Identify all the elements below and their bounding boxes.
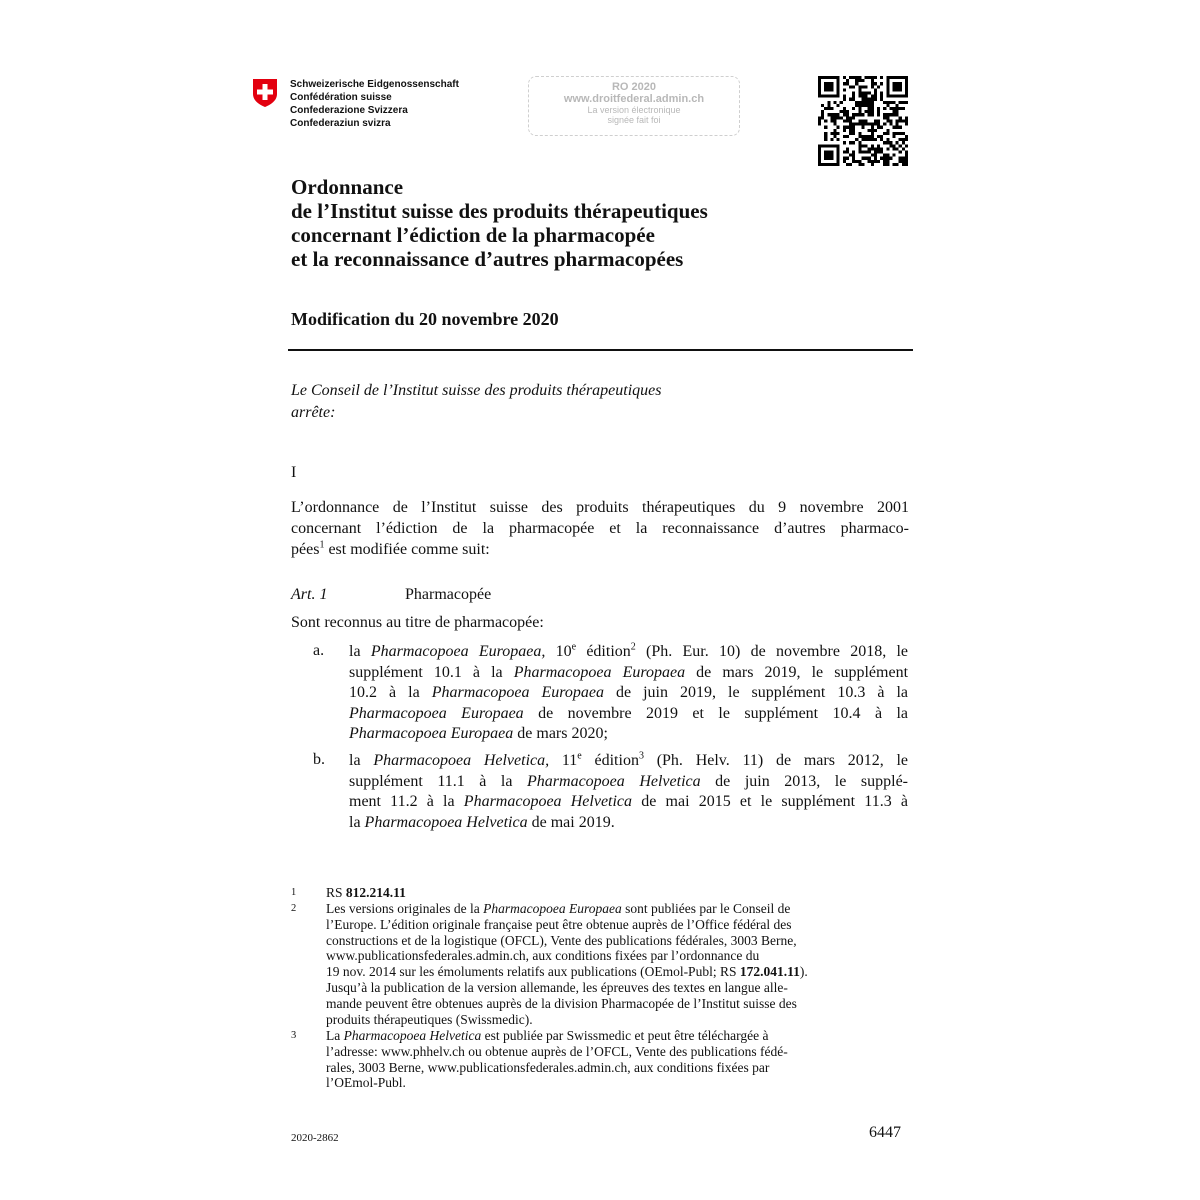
text: sont publiées par le Conseil de [621, 901, 791, 916]
italic-title: Pharmacopoea Europaea, [370, 643, 546, 660]
footnote-line [326, 901, 888, 917]
footnote-ref-1: 1 [319, 539, 325, 551]
preamble-line-1: Le Conseil de l’Institut suisse des produits thérapeutiques [291, 382, 662, 399]
footnote-number: 3 [291, 1030, 297, 1041]
footnote-ref-2: 2 [630, 641, 636, 653]
intro-line: concernant l’édiction de la pharmacopée et la reconnaissance d’autres pharmaco- [291, 520, 909, 537]
footnote-number: 1 [291, 887, 297, 898]
text: supplément 10.1 à la [349, 663, 514, 681]
italic-title: Pharmacopoea Helvetica [527, 772, 701, 790]
list-item [349, 642, 908, 745]
footnote-ref-3: 3 [638, 750, 644, 762]
federation-line-rm: Confederaziun svizra [290, 118, 391, 129]
intro-text: est modifiée comme suit: [324, 541, 490, 558]
italic-title: Pharmacopoea Europaea [349, 704, 524, 722]
text: de novembre 2019 et le supplément 10.4 à la [523, 704, 908, 722]
item-line [349, 792, 908, 813]
text: (Ph. Helv. 11) de mars 2012, le [643, 752, 909, 769]
text: de mai 2019. [527, 813, 615, 831]
text: 10.2 à la [349, 684, 432, 701]
text: la [349, 643, 371, 660]
title-line: concernant l’édiction de la pharmacopée [291, 223, 655, 247]
item-line [349, 751, 908, 772]
italic-title: Pharmacopoea Helvetica, [373, 752, 550, 769]
item-line [349, 724, 908, 745]
text: édition [576, 643, 631, 660]
article-number: Art. 1 [291, 586, 328, 603]
text: La [326, 1028, 344, 1043]
item-line [349, 642, 908, 663]
stamp-line-3: La version électronique [587, 105, 681, 115]
footnote-line: mande peuvent être obtenues auprès de la division Pharmacopée de l’Institut suisse des [326, 995, 797, 1011]
article-title: Pharmacopée [405, 586, 492, 603]
footnote-line [326, 885, 888, 901]
federation-line-it: Confederazione Svizzera [290, 105, 408, 116]
footnote-line [326, 964, 888, 980]
footnote-1 [326, 885, 888, 901]
stamp-line-2: www.droitfederal.admin.ch [563, 93, 705, 105]
footnote-line: l’adresse: www.phhelv.ch ou obtenue auprès de l’OFCL, Vente des publications fédé- [326, 1043, 788, 1059]
italic-title: Pharmacopoea Helvetica [364, 813, 528, 831]
text: de juin 2019, le supplément 10.3 à la [603, 684, 909, 701]
text: Les versions originales de la [326, 901, 484, 916]
item-line [349, 704, 908, 725]
footnote-line: www.publicationsfederales.admin.ch, aux conditions fixées par l’ordonnance du [326, 948, 760, 964]
text: est publiée par Swissmedic et peut être téléchargée à [481, 1028, 769, 1043]
text: de mai 2015 et le supplément 11.3 à [632, 793, 908, 810]
stamp-line-4: signée fait foi [607, 115, 661, 125]
title-line: Ordonnance [291, 175, 404, 199]
federation-line-de: Schweizerische Eidgenossenschaft [290, 79, 459, 90]
title-divider [288, 349, 913, 351]
footnote-line: produits thérapeutiques (Swissmedic). [326, 1011, 533, 1027]
text: édition [581, 752, 639, 769]
footnote-line: rales, 3003 Berne, www.publicationsfederales.admin.ch, aux conditions fixées par [326, 1059, 770, 1075]
list-item-letter: b. [313, 751, 325, 768]
preamble-line-2: arrête: [291, 404, 336, 421]
text: ). [799, 964, 808, 980]
title-line: et la reconnaissance d’autres pharmacopées [291, 247, 684, 271]
text: 10 [545, 643, 572, 660]
italic-title: Pharmacopoea Helvetica [343, 1028, 482, 1043]
preamble [291, 380, 662, 424]
italic-title: Pharmacopoea Europaea [483, 901, 622, 916]
footnote-line [326, 1028, 888, 1044]
section-number: I [291, 464, 297, 481]
text: supplément 11.1 à la [349, 772, 528, 790]
intro-line [291, 539, 909, 560]
list-item-letter: a. [313, 642, 325, 659]
federation-line-fr: Confédération suisse [290, 92, 392, 103]
text: de mars 2020; [513, 725, 608, 742]
modification-date: Modification du 20 novembre 2020 [291, 309, 559, 329]
rs-number: 172.041.11 [739, 964, 800, 980]
italic-title: Pharmacopoea Europaea [349, 725, 514, 742]
text: 19 nov. 2014 sur les émoluments relatifs aux publications (OEmol-Publ; RS [326, 964, 740, 980]
italic-title: Pharmacopoea Europaea [513, 663, 686, 681]
official-stamp [528, 76, 740, 136]
item-line [349, 663, 908, 684]
item-line [349, 683, 908, 704]
federation-name-block [290, 78, 459, 130]
text: la [349, 813, 365, 831]
item-line [349, 772, 908, 793]
qr-code-icon [818, 76, 908, 166]
intro-paragraph [291, 497, 909, 560]
intro-text: pées [291, 541, 320, 558]
footnote-line: l’Europe. L’édition originale française peut être obtenue auprès de l’Office fédéral des [326, 916, 792, 932]
article-lead: Sont reconnus au titre de pharmacopée: [291, 614, 544, 631]
document-reference: 2020-2862 [291, 1132, 339, 1144]
rs-number: 812.214.11 [345, 885, 406, 900]
footnote-number: 2 [291, 903, 297, 914]
italic-title: Pharmacopoea Helvetica [463, 793, 633, 810]
document-title [291, 175, 708, 271]
swiss-cross-icon [252, 78, 278, 108]
intro-line: L’ordonnance de l’Institut suisse des produits thérapeutiques du 9 novembre 2001 [291, 499, 909, 516]
text: de juin 2013, le supplé- [700, 772, 908, 790]
superscript: e [571, 641, 577, 653]
page-number: 6447 [869, 1124, 901, 1141]
title-line: de l’Institut suisse des produits thérapeutiques [291, 199, 708, 223]
text: RS [326, 885, 346, 900]
item-line [349, 813, 908, 834]
footnote-3 [326, 1028, 888, 1091]
footnote-2 [326, 901, 888, 1027]
text: la [349, 752, 374, 769]
text: 11 [549, 752, 578, 769]
footnote-line: Jusqu’à la publication de la version allemande, les épreuves des textes en langue alle- [326, 979, 788, 995]
text: (Ph. Eur. 10) de novembre 2018, le [635, 643, 909, 660]
footnote-line: l’OEmol-Publ. [326, 1075, 406, 1091]
superscript: e [577, 750, 582, 762]
list-item [349, 751, 908, 833]
stamp-line-1: RO 2020 [611, 81, 657, 93]
text: de mars 2019, le supplément [685, 663, 909, 681]
italic-title: Pharmacopoea Europaea [431, 684, 604, 701]
text: ment 11.2 à la [349, 793, 464, 810]
footnote-line: constructions et de la logistique (OFCL), Vente des publications fédérales, 3003 Berne, [326, 932, 797, 948]
